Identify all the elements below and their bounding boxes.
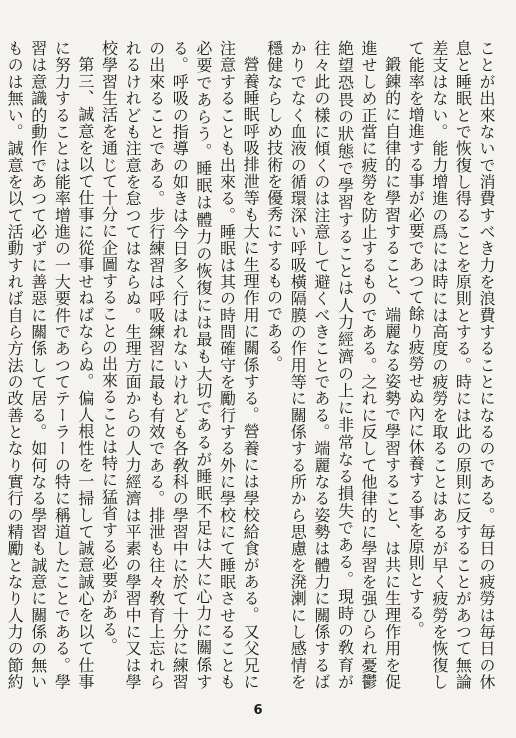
paragraph: ことが出來ないで消費すべき力を浪費することになるのである。毎日の疲勞は毎日の休息と睡眠とで恢復し得ることを原則とする。時には此の原則に反することがあつて無論差支はない。能力增進の爲には時には高度の疲勞を取ることはあるが早く疲勞を恢復して能率を增進する事が必要であつて餘り疲勞せぬ內に休養する事を原則とする。	[406, 40, 496, 690]
paragraph: 鍛錬的に自律的に學習すること、端麗なる姿勢で學習すること、は共に生理作用を促進せしめ正當に疲勞を防止するものである。之れに反して他律的に學習を强ひられ憂鬱絶望恐畏の狀態で學習することは人力經濟の上に非常なる損失である。現時の敎育が往々此の樣に傾くのは注意して避くべきことである。端麗なる姿勢は體力に關係するばかりでなく血液の循環深い呼吸橫隔膜の作用等に關係する所から思慮を溌溂にし感情を穩健ならしめ技術を優秀にするものである。	[264, 40, 402, 690]
body-text	[5, 40, 498, 690]
paragraph: 營養睡眠呼吸排泄等も大に生理作用に關係する。營養には學校給食がある。又父兄に注意することも出來る。睡眠は其の時間確守を勵行する外に學校にて睡眠させることも必要であらう。睡眠は體力の恢復には最も大切であるが睡眠不足は大に心力に關係する。呼吸の指導の如きは今日多く行はれないけれども各敎科の學習中に於て十分に練習の出來ることである。步行練習は呼吸練習に最も有效である。排泄も往々敎育上忘れられるけれども注意を怠つてはならぬ。生理方面からの人力經濟は平素の學習中に又は學校學習生活を通じて十分に企圖することの出來ることは特に猛省する必要がある。	[99, 40, 261, 690]
paragraph: 第三、誠意を以て仕事に從事せねばならぬ。偏人根性を一掃して誠意誠心を以て仕事に努力することは能率增進の一大要件であつてテーラーの特に稱道したことである。學習は意識的動作であつて必ずに善惡に關係して居る。如何なる學習も誠意に關係の無いものは無い。誠意を以て活動すれば自ら方法の改善となり實行の精勵となり人力の節約	[5, 40, 95, 690]
page-number: 6	[253, 703, 263, 718]
